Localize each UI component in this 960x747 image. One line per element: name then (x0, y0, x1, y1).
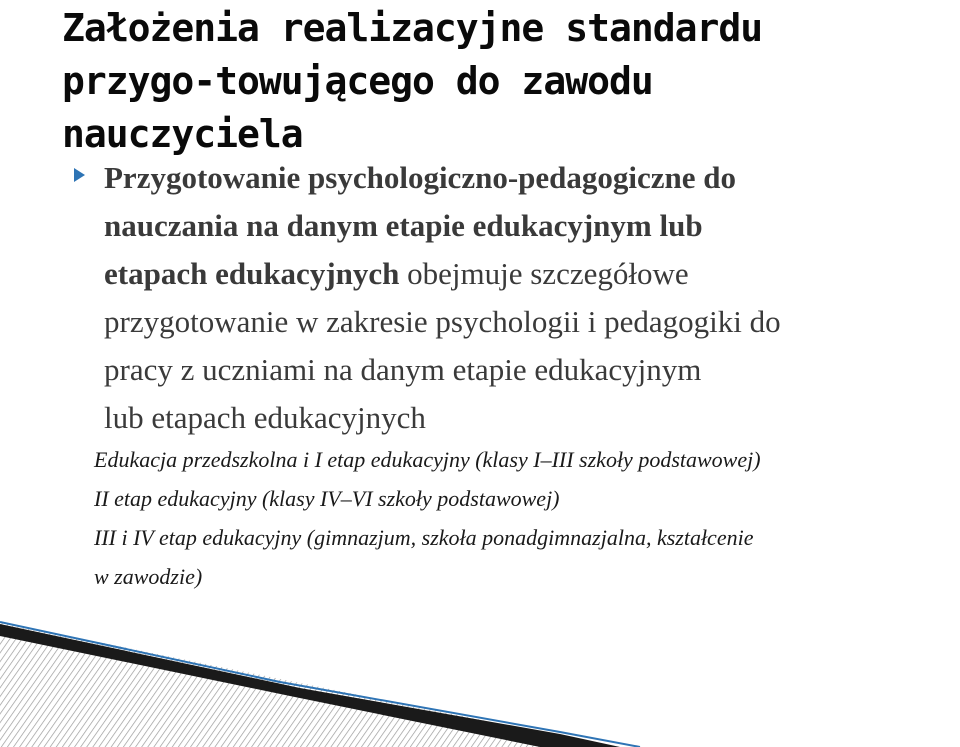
bullet-line-3-bold: etapach edukacyjnych (104, 256, 400, 291)
bullet-line-3-rest: obejmuje szczegółowe (399, 256, 689, 291)
bullet-line-4: przygotowanie w zakresie psychologii i pedagogiki do (104, 304, 781, 339)
sub-item-1: Edukacja przedszkolna i I etap edukacyjny (klasy I–III szkoły podstawowej) (94, 447, 761, 472)
title-line-1: Założenia realizacyjne standardu (62, 6, 763, 50)
sub-item-3: III i IV etap edukacyjny (gimnazjum, szkoła ponadgimnazjalna, kształcenie (94, 525, 754, 550)
bullet-line-3 (104, 250, 954, 298)
sub-item-2: II etap edukacyjny (klasy IV–VI szkoły podstawowej) (94, 486, 560, 511)
corner-decoration (0, 600, 960, 747)
title-line-2: przygo-towującego do zawodu (62, 59, 653, 103)
slide-title (62, 2, 942, 161)
triangle-bullet-icon (74, 168, 85, 182)
title-line-3: nauczyciela (62, 112, 303, 156)
bullet-line-5: pracy z uczniami na danym etapie edukacyjnym (104, 352, 702, 387)
bullet-line-6: lub etapach edukacyjnych (104, 400, 426, 435)
sub-item-4: w zawodzie) (94, 564, 203, 589)
bullet-text (104, 154, 954, 442)
sub-items (94, 440, 960, 596)
bullet-line-1: Przygotowanie psychologiczno-pedagogiczne do (104, 160, 737, 195)
bullet-line-2: nauczania na danym etapie edukacyjnym lub (104, 208, 703, 243)
